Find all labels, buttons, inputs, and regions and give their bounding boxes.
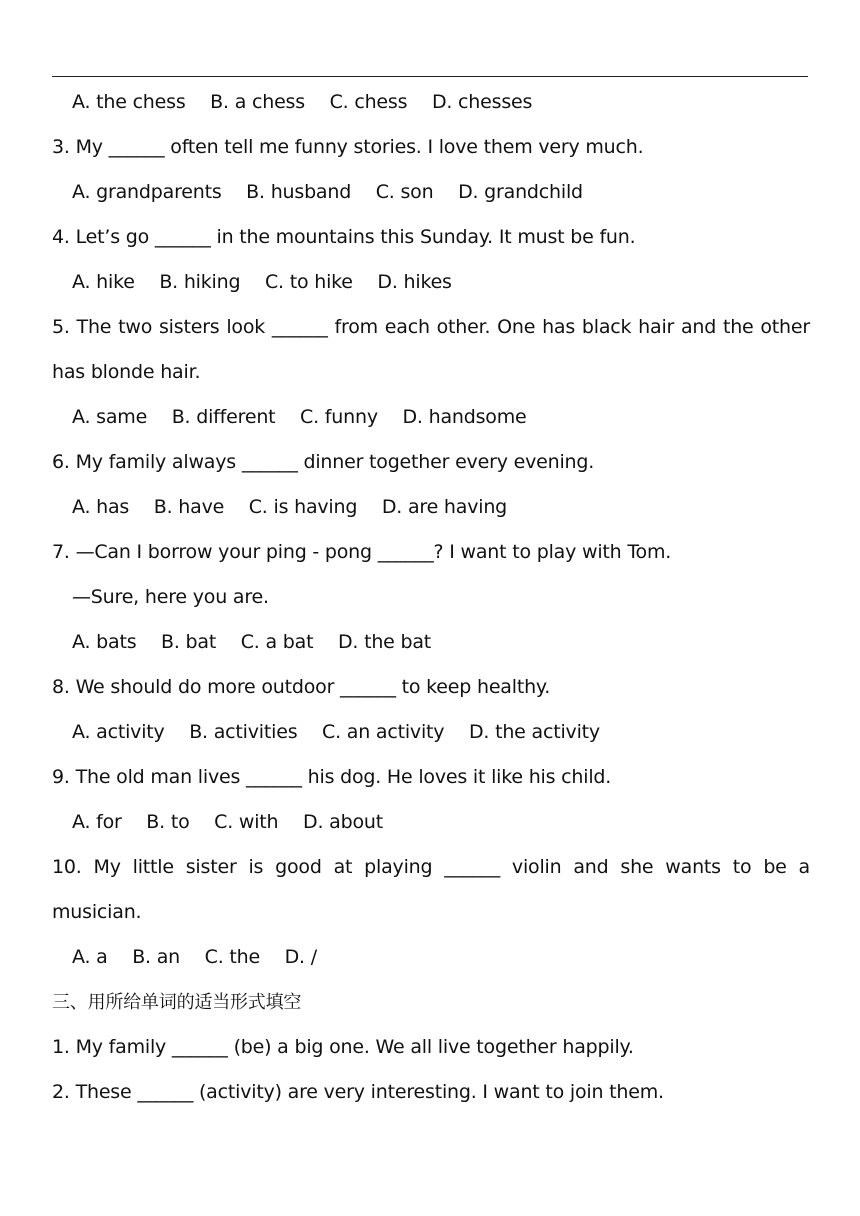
options-q3: A. grandparents B. husband C. son D. grandchild bbox=[72, 181, 583, 203]
options-q5: A. same B. different C. funny D. handsome bbox=[72, 406, 527, 428]
options-q2: A. the chess B. a chess C. chess D. chesses bbox=[72, 91, 533, 113]
options-q9: A. for B. to C. with D. about bbox=[72, 811, 383, 833]
question-8: 8. We should do more outdoor ______ to keep healthy. bbox=[52, 676, 551, 698]
question-7-reply: —Sure, here you are. bbox=[72, 586, 269, 608]
question-9: 9. The old man lives ______ his dog. He loves it like his child. bbox=[52, 766, 612, 788]
question-10: 10. My little sister is good at playing ______ violin and she wants to be a musician. bbox=[52, 856, 810, 923]
options-q8: A. activity B. activities C. an activity D. the activity bbox=[72, 721, 600, 743]
question-7: 7. —Can I borrow your ping - pong ______? I want to play with Tom. bbox=[52, 541, 672, 563]
question-4: 4. Let’s go ______ in the mountains this Sunday. It must be fun. bbox=[52, 226, 636, 248]
document-body bbox=[52, 80, 810, 1115]
section-3-title: 三、用所给单词的适当形式填空 bbox=[52, 992, 302, 1013]
options-q7: A. bats B. bat C. a bat D. the bat bbox=[72, 631, 432, 653]
fill-question-1: 1. My family ______ (be) a big one. We all live together happily. bbox=[52, 1036, 634, 1058]
question-6: 6. My family always ______ dinner together every evening. bbox=[52, 451, 595, 473]
options-q4: A. hike B. hiking C. to hike D. hikes bbox=[72, 271, 452, 293]
header-rule bbox=[52, 76, 808, 77]
question-5: 5. The two sisters look ______ from each other. One has black hair and the other has blonde hair. bbox=[52, 316, 810, 383]
options-q10: A. a B. an C. the D. / bbox=[72, 946, 317, 968]
options-q6: A. has B. have C. is having D. are having bbox=[72, 496, 508, 518]
fill-question-2: 2. These ______ (activity) are very interesting. I want to join them. bbox=[52, 1081, 664, 1103]
question-3: 3. My ______ often tell me funny stories. I love them very much. bbox=[52, 136, 644, 158]
